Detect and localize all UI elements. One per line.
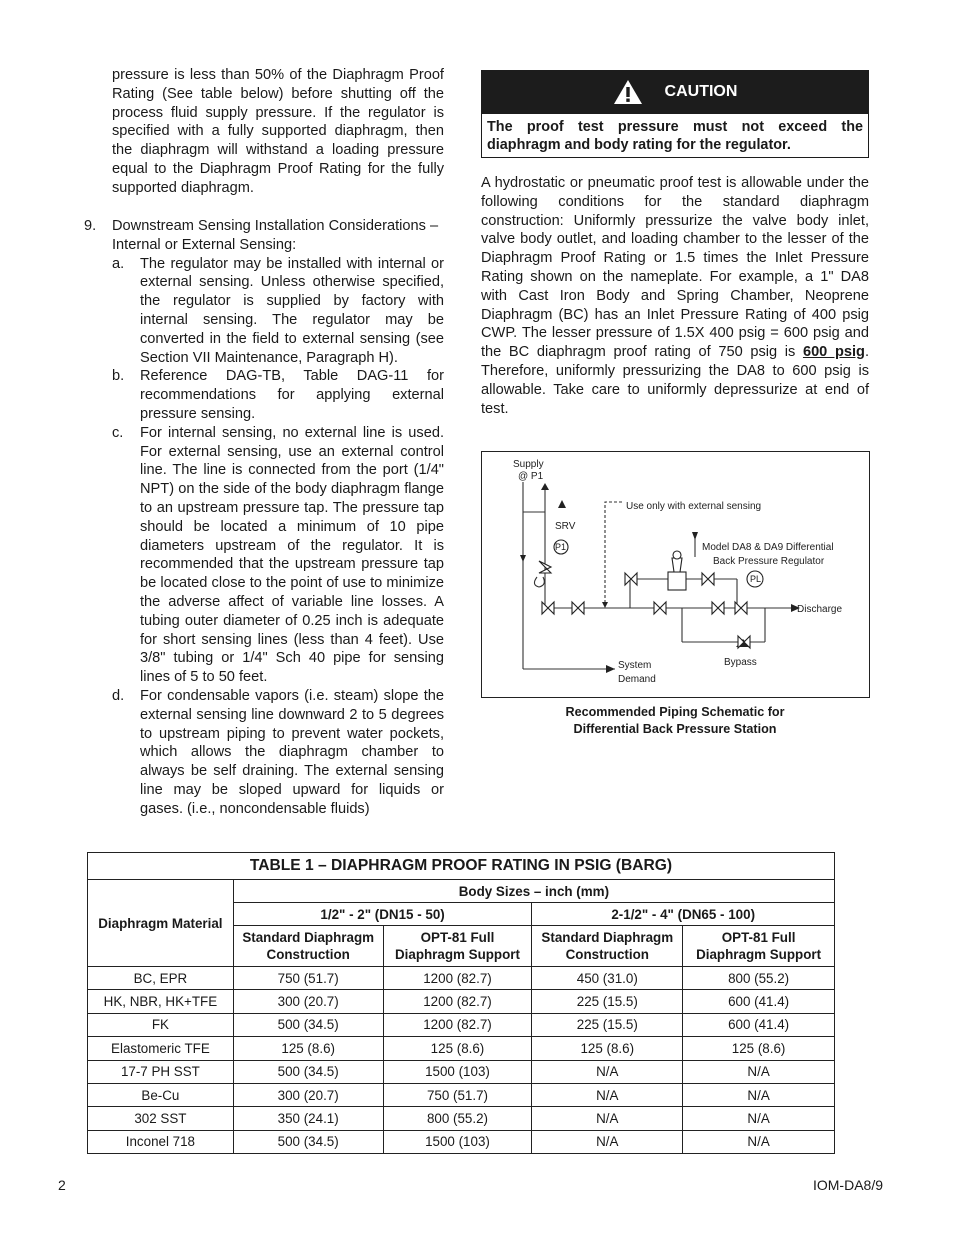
label-p1-gauge: P1 <box>555 542 567 552</box>
table-row: FK 500 (34.5) 1200 (82.7) 225 (15.5) 600 (41.4) <box>88 1013 835 1036</box>
subitem-c: c. For internal sensing, no external line is used. For external sensing, use an external control line. The line is connected from the port (1/4" NPT) on the side of the body diaphragm flange to an upstream pressure tap. The pressure tap should be located a minimum of 10 pipe diameters upstream of the regulator. It is recommended that the upstream pressure tap be located close to the point of use to minimize the adverse affect of variable line losses. A tubing outer diameter of 0.25 inch is adequate for short sensing lines (less than 4 feet). Use 3/8" tubing or 1/4" Sch 40 pipe for sensing lines of 5 to 50 feet. <box>112 424 444 686</box>
label-model-1: Model DA8 & DA9 Differential <box>702 542 834 553</box>
left-column <box>112 66 444 198</box>
caution-header <box>481 70 869 114</box>
table-row: Be-Cu 300 (20.7) 750 (51.7) N/A N/A <box>88 1083 835 1106</box>
figure-caption: Recommended Piping Schematic for Differential Back Pressure Station <box>565 705 785 736</box>
label-external-sensing: Use only with external sensing <box>626 501 762 512</box>
label-bypass: Bypass <box>724 657 757 668</box>
table-row: HK, NBR, HK+TFE 300 (20.7) 1200 (82.7) 225 (15.5) 600 (41.4) <box>88 990 835 1013</box>
table-row: Inconel 718 500 (34.5) 1500 (103) N/A N/A <box>88 1130 835 1153</box>
label-discharge: Discharge <box>797 604 843 615</box>
table-row: 302 SST 350 (24.1) 800 (55.2) N/A N/A <box>88 1107 835 1130</box>
intro-paragraph: pressure is less than 50% of the Diaphragm Proof Rating (See table below) before shutting off the process fluid supply pressure. If the regulator is specified with a fully supported diaphragm, then the diaphragm will withstand a loading pressure equal to the Diaphragm Proof Rating for the fully supported diaphragm. <box>112 67 444 196</box>
caution-box <box>481 70 869 158</box>
label-srv: SRV <box>555 521 576 532</box>
subheader-opt81-large: OPT-81 Full Diaphragm Support <box>683 926 835 967</box>
subitem-d: d. For condensable vapors (i.e. steam) slope the external sensing line downward 2 to 5 degrees to upstream piping to prevent water pockets, which allows the diaphragm chamber to always be self draining. The external sensing line may be sloped upward for liquids or gases. (i.e., noncondensable fluids) <box>112 687 444 817</box>
item-9-number: 9. <box>84 218 97 234</box>
table-row: BC, EPR 750 (51.7) 1200 (82.7) 450 (31.0) 800 (55.2) <box>88 967 835 990</box>
size-group-small: 1/2" - 2" (DN15 - 50) <box>233 903 532 926</box>
subheader-std-large: Standard Diaphragm Construction <box>532 926 683 967</box>
subheader-std-small: Standard Diaphragm Construction <box>233 926 383 967</box>
caution-label: CAUTION <box>664 83 738 100</box>
caution-text: The proof test pressure must not exceed the diaphragm and body rating for the regulator. <box>481 114 869 158</box>
page-number: 2 <box>58 1177 66 1193</box>
size-group-large: 2-1/2" - 4" (DN65 - 100) <box>532 903 835 926</box>
table-row: Elastomeric TFE 125 (8.6) 125 (8.6) 125 (8.6) 125 (8.6) <box>88 1037 835 1060</box>
body-sizes-header: Body Sizes – inch (mm) <box>233 880 834 903</box>
table-row: 17-7 PH SST 500 (34.5) 1500 (103) N/A N/A <box>88 1060 835 1083</box>
subitem-b: b. Reference DAG-TB, Table DAG-11 for recommendations for applying external pressure sensing. <box>112 368 444 422</box>
proof-test-paragraph: A hydrostatic or pneumatic proof test is allowable under the following conditions for the standard diaphragm construction: Uniformly pressurize the valve body inlet, valve body outlet, and loading chamber to the lesser of the Diaphragm Proof Rating or 1.5 times the Inlet Pressure Rating shown on the nameplate. For example, a 1" DA8 with Cast Iron Body and Spring Chamber, Neoprene Diaphragm (BC) has an Inlet Pressure Rating of 400 psig CWP. The lesser pressure of 1.5X 400 psig = 600 psig and the BC diaphragm proof rating of 750 psig is 600 psig. Therefore, uniformly pressurizing the DA8 to 600 psig is allowable. Take care to uniformly depressurize at end of test. <box>481 175 870 417</box>
piping-schematic <box>481 451 870 698</box>
label-system: System <box>618 660 652 671</box>
table-title: TABLE 1 – DIAPHRAGM PROOF RATING IN PSIG (BARG) <box>88 853 835 880</box>
item-9-text: Downstream Sensing Installation Considerations – Internal or External Sensing: <box>112 218 439 253</box>
emphasis-600-psig: 600 psig <box>802 344 865 361</box>
item-9 <box>84 217 444 819</box>
subitem-a: a. The regulator may be installed with internal or external sensing. Unless otherwise specified, the regulator is supplied by factory with internal sensing. The regulator may be converted in the field to external sensing (see Section VII Maintenance, Paragraph H). <box>112 255 444 366</box>
warning-icon <box>613 79 643 105</box>
material-header: Diaphragm Material <box>88 880 234 967</box>
label-demand: Demand <box>618 674 656 685</box>
label-pl-gauge: PL <box>750 574 762 584</box>
doc-id: IOM-DA8/9 <box>812 1177 883 1193</box>
label-model-2: Back Pressure Regulator <box>713 556 825 567</box>
label-supply: Supply <box>513 459 544 470</box>
diaphragm-proof-rating-table <box>87 852 835 1154</box>
subheader-opt81-small: OPT-81 Full Diaphragm Support <box>383 926 532 967</box>
label-supply-p1: @ P1 <box>518 471 544 482</box>
